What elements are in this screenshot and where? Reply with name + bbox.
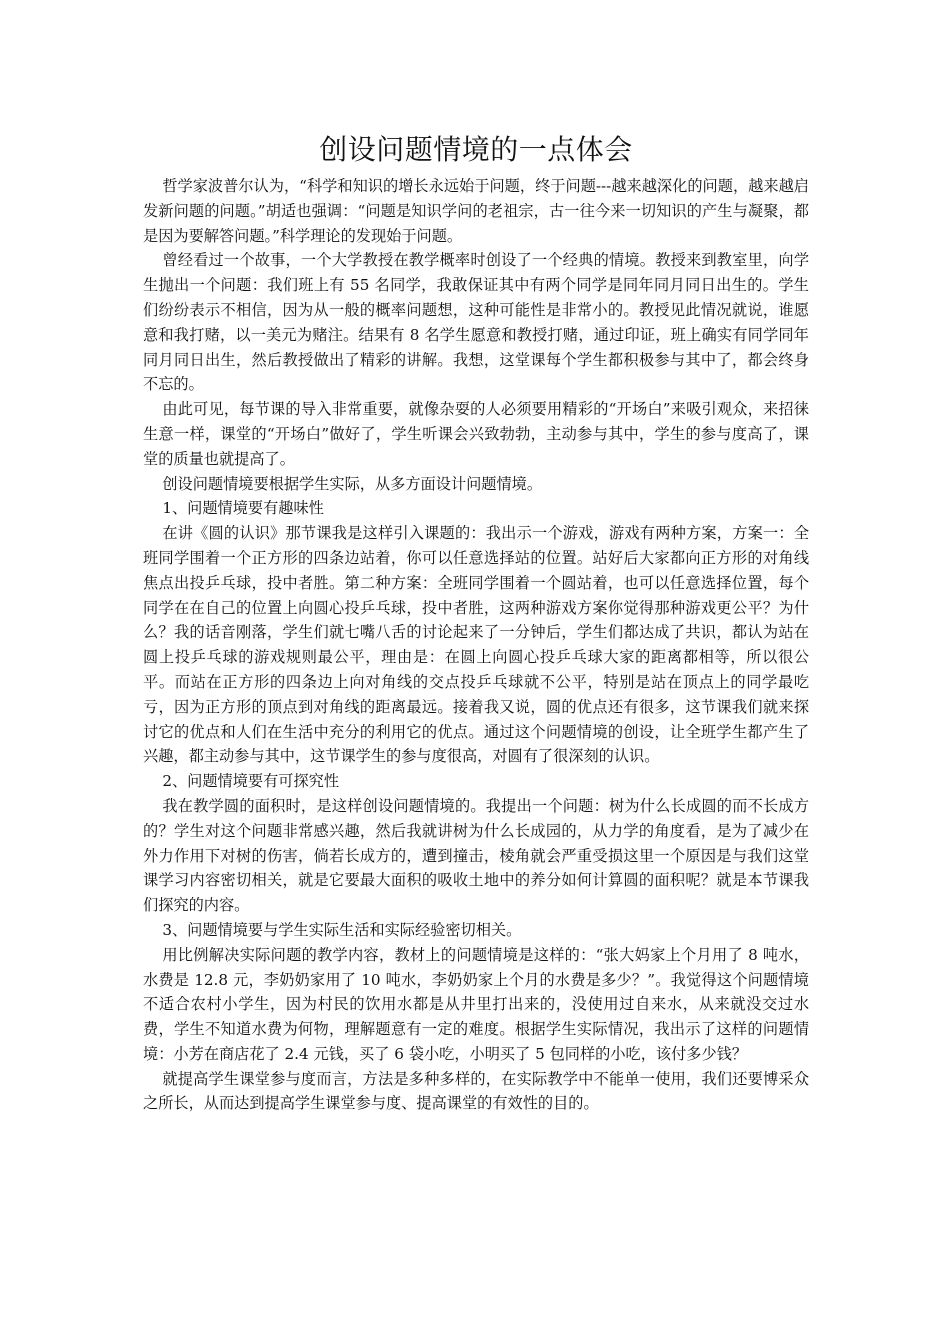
document-title: 创设问题情境的一点体会 (319, 133, 633, 166)
paragraph-approach: 创设问题情境要根据学生实际，从多方面设计问题情境。 (162, 474, 542, 493)
paragraph-section-1: 在讲《圆的认识》那节课我是这样引入课题的：我出示一个游戏，游戏有两种方案，方案一：全班同学围着一个正方形的四条边站着，你可以任意选择站的位置。站好后大家都向正方形的对角线焦点出投乒乓球，投中者胜。第二种方案：全班同学围着一个圆站着，也可以任意选择位置，每个同学在在自己的位置上向圆心投乒乓球，投中者胜，这两种游戏方案你觉得那种游戏更公平？为什么？我的话音刚落，学生们就七嘴八舌的讨论起来了一分钟后，学生们都达成了共识，都认为站在圆上投乒乓球的游戏规则最公平，理由是：在圆上向圆心投乒乓球大家的距离都相等，所以很公平。而站在正方形的四条边上向对角线的交点投乒乓球就不公平，特别是站在顶点上的同学最吃亏，因为正方形的顶点到对角线的距离最远。接着我又说，圆的优点还有很多，这节课我们就来探讨它的优点和人们在生活中充分的利用它的优点。通过这个问题情境的创设，让全班学生都产生了兴趣，都主动参与其中，这节课学生的参与度很高，对圆有了很深刻的认识。 (143, 524, 809, 766)
document-body (143, 128, 809, 1116)
section-heading-3: 3、问题情境要与学生实际生活和实际经验密切相关。 (162, 920, 522, 939)
section-heading-2: 2、问题情境要有可探究性 (162, 772, 340, 791)
section-heading-1: 1、问题情境要有趣味性 (162, 499, 324, 518)
paragraph-conclusion: 就提高学生课堂参与度而言，方法是多种多样的，在实际教学中不能单一使用，我们还要博采众之所长，从而达到提高学生课堂参与度、提高课堂的有效性的目的。 (143, 1069, 809, 1113)
paragraph-importance: 由此可见，每节课的导入非常重要，就像杂耍的人必须要用精彩的“开场白”来吸引观众，来招徕生意一样，课堂的“开场白”做好了，学生听课会兴致勃勃，主动参与其中，学生的参与度高了，课堂的质量也就提高了。 (143, 400, 809, 468)
paragraph-intro: 哲学家波普尔认为，“科学和知识的增长永远始于问题，终于问题---越来越深化的问题，越来越启发新问题的问题。”胡适也强调：“问题是知识学问的老祖宗，古一往今来一切知识的产生与凝聚，都是因为要解答问题。”科学理论的发现始于问题。 (143, 177, 809, 245)
paragraph-section-3: 用比例解决实际问题的教学内容，教材上的问题情境是这样的：“张大妈家上个月用了 8 吨水，水费是 12.8 元，李奶奶家用了 10 吨水，李奶奶家上个月的水费是多少？”。我觉得这个问题情境不适合农村小学生，因为村民的饮用水都是从井里打出来的，没使用过自来水，从来就没交过水费，学生不知道水费为何物，理解题意有一定的难度。根据学生实际情况，我出示了这样的问题情境：小芳在商店花了 2.4 元钱，买了 6 袋小吃，小明买了 5 包同样的小吃，该付多少钱？ (143, 945, 809, 1063)
paragraph-section-2: 我在教学圆的面积时，是这样创设问题情境的。我提出一个问题：树为什么长成圆的而不长成方的？学生对这个问题非常感兴趣，然后我就讲树为什么长成园的，从力学的角度看，是为了减少在外力作用下对树的伤害，倘若长成方的，遭到撞击，棱角就会严重受损这里一个原因是与我们这堂课学习内容密切相关，就是它要最大面积的吸收土地中的养分如何计算圆的面积呢？就是本节课我们探究的内容。 (143, 796, 809, 915)
paragraph-story: 曾经看过一个故事，一个大学教授在教学概率时创设了一个经典的情境。教授来到教室里，向学生抛出一个问题：我们班上有 55 名同学，我敢保证其中有两个同学是同年同月同日出生的。学生们纷纷表示不相信，因为从一般的概率问题想，这种可能性是非常小的。教授见此情况就说，谁愿意和我打赌，以一美元为赌注。结果有 8 名学生愿意和教授打赌，通过印证，班上确实有同学同年同月同日出生，然后教授做出了精彩的讲解。我想，这堂课每个学生都积极参与其中了，都会终身不忘的。 (143, 251, 809, 394)
